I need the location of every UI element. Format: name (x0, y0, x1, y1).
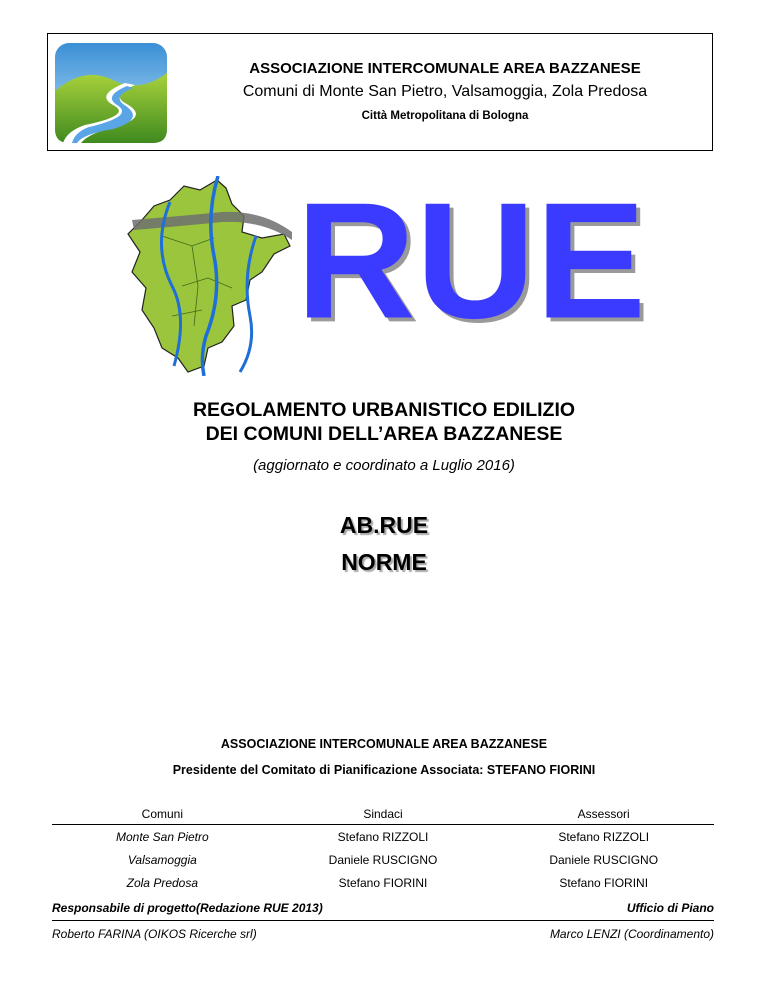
document-code: AB.RUE (339, 512, 429, 538)
document-section: NORME (341, 549, 427, 575)
office-label: Ufficio di Piano (626, 901, 714, 915)
responsible-labels (52, 901, 714, 921)
responsible-names (52, 927, 714, 941)
area-map-icon (122, 176, 297, 376)
office-name: Marco LENZI (Coordinamento) (549, 927, 714, 941)
document-title-line-1: REGOLAMENTO URBANISTICO EDILIZIO (192, 399, 576, 421)
rue-shadow-text: RUE (300, 195, 650, 358)
table-cell: Valsamoggia (127, 852, 197, 867)
header-metro-city: Città Metropolitana di Bologna (361, 110, 529, 122)
table-row (52, 848, 714, 871)
table-row (52, 871, 714, 894)
table-cell: Stefano FIORINI (338, 875, 428, 890)
rue-main-text: RUE (296, 195, 646, 354)
table-header-row (52, 803, 714, 825)
document-title (0, 398, 768, 446)
rue-logo-text (292, 195, 652, 360)
table-cell: Daniele RUSCIGNO (328, 852, 438, 867)
officials-table (52, 803, 714, 894)
table-cell: Daniele RUSCIGNO (549, 852, 659, 867)
table-cell: Stefano RIZZOLI (558, 829, 650, 844)
responsible-name: Roberto FARINA (OIKOS Ricerche srl) (52, 927, 257, 941)
footer-association-name: ASSOCIAZIONE INTERCOMUNALE AREA BAZZANESE (220, 737, 548, 751)
table-cell: Monte San Pietro (115, 829, 209, 844)
landscape-logo-icon (55, 43, 167, 143)
table-cell: Stefano RIZZOLI (337, 829, 429, 844)
table-cell: Stefano FIORINI (559, 875, 649, 890)
table-cell: Zola Predosa (126, 875, 199, 890)
header-comuni-list: Comuni di Monte San Pietro, Valsamoggia, Zola Predosa (242, 83, 648, 100)
responsible-label: Responsabile di progetto(Redazione RUE 2013) (52, 901, 323, 915)
table-header-cell: Assessori (577, 806, 630, 821)
header-association-name: ASSOCIAZIONE INTERCOMUNALE AREA BAZZANESE (249, 60, 641, 77)
header-box (47, 33, 713, 151)
document-title-line-2: DEI COMUNI DELL’AREA BAZZANESE (205, 423, 563, 445)
table-row (52, 825, 714, 848)
table-header-cell: Comuni (141, 806, 184, 821)
footer-president: Presidente del Comitato di Pianificazione Associata: STEFANO FIORINI (172, 763, 596, 777)
document-subtitle: (aggiornato e coordinato a Luglio 2016) (253, 457, 515, 474)
table-header-cell: Sindaci (363, 806, 403, 821)
